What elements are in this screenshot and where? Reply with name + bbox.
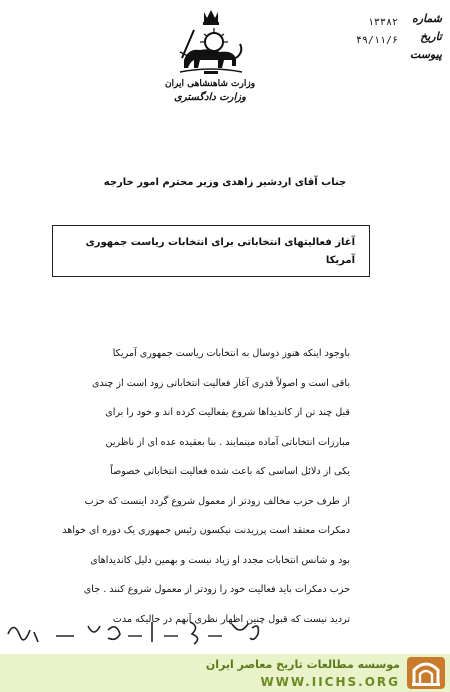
body-line: تردید نیست که قبول چنین اظهار نظری آنهم در حالیکه مدت xyxy=(112,613,350,625)
ministry-line-1: وزارت شاهنشاهی ایران xyxy=(164,79,256,89)
attachment-label: پیوست xyxy=(409,48,442,61)
institute-website: WWW.IICHS.ORG xyxy=(260,675,400,689)
body-line: از طرف حزب مخالف زودتر از معمول شروع گردد اینست که حزب xyxy=(84,495,350,507)
body-line: دمکرات معتقد است پرزیدنت نیکسون رئیس جمهوری یک دوره ای خواهد xyxy=(62,525,350,536)
date-label: تاریخ xyxy=(420,30,442,43)
handwritten-archive-number xyxy=(4,612,264,652)
body-line: یکی از دلائل اساسی که باعث شده فعالیت انتخاباتی خصوصاً xyxy=(110,466,350,477)
letter-date: ۴۹/۱۱/۶ xyxy=(355,35,398,46)
meta-values xyxy=(332,14,398,50)
ministry-line-2: وزارت دادگستری xyxy=(174,92,246,103)
institute-name: موسسه مطالعات تاریخ معاصر ایران xyxy=(205,658,400,671)
recipient-line: جناب آقای اردشیر زاهدی وزیر محترم امور خارجه xyxy=(103,177,347,188)
body-line: باوجود اینکه هنوز دوسال به انتخابات ریاست جمهوری آمریکا xyxy=(112,348,350,359)
body-line: حزب دمکرات باید فعالیت خود را زودتر از معمول شروع کنند . جای xyxy=(83,584,350,595)
body-line: مبارزات انتخاباتی آماده مینمایند . بنا بعقیده عده ای از ناظرین xyxy=(105,436,350,448)
institute-logo-icon xyxy=(406,656,446,690)
subject-box: آغاز فعالیتهای انتخاباتی برای انتخابات ریاست جمهوری آمریکا xyxy=(52,225,370,277)
letter-body xyxy=(28,339,350,634)
body-line: بود و شانس انتخابات مجدد او زیاد نیست و بهمین دلیل کاندیداهای xyxy=(90,554,350,566)
meta-labels xyxy=(400,10,442,64)
number-label: شماره xyxy=(411,12,442,25)
body-line: باقی است و اصولاً قدری آغاز فعالیت انتخاباتی زود است از چندی xyxy=(91,377,350,389)
lion-and-sun-emblem-icon xyxy=(174,8,248,80)
letter-number: ۱۳۳۸۲ xyxy=(367,17,398,28)
body-line: قبل چند تن از کاندیداها شروع بفعالیت کرده اند و خود را برای xyxy=(105,407,350,418)
ministry-heading xyxy=(150,78,270,104)
archive-footer-band xyxy=(0,654,450,692)
